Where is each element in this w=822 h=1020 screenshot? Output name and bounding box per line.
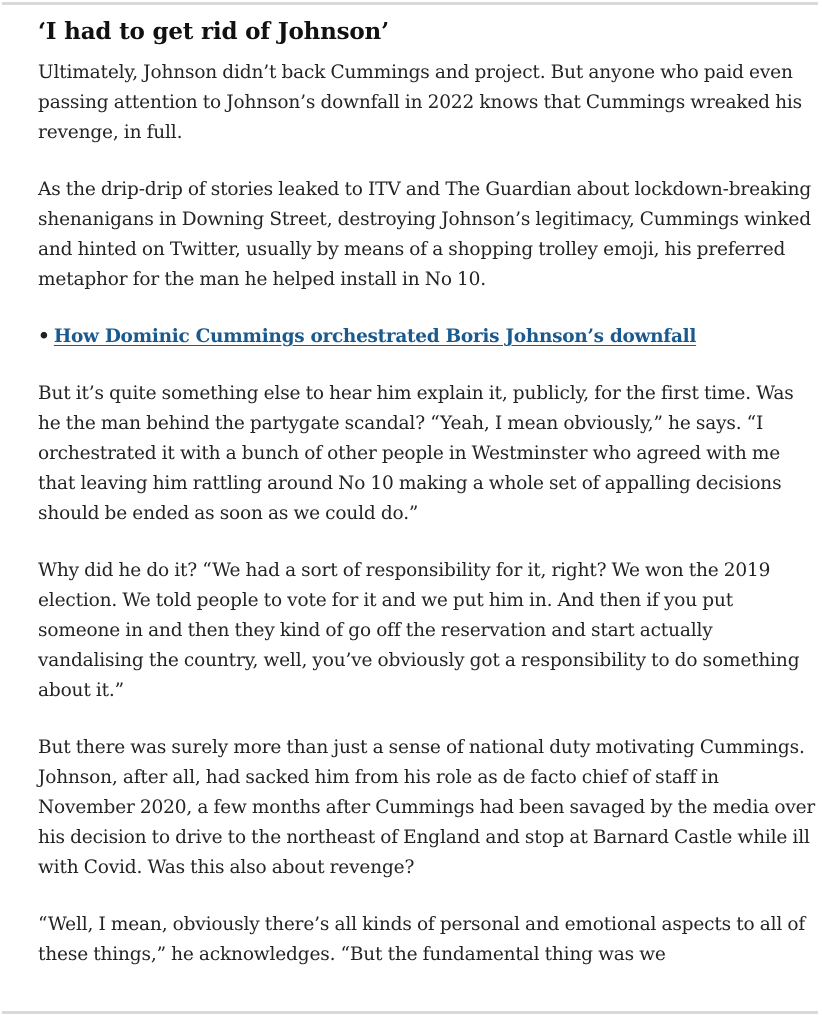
paragraph-5: But there was surely more than just a sense of national duty motivating Cummings. Johnson, after all, had sacked him from his role as de facto chief of staff in November 2020, a few months after Cummings had been savaged by the media over his decision to drive to the northeast of England and stop at Barnard Castle while ill with Covid. Was this also about revenge?: [38, 737, 816, 878]
paragraph-6: “Well, I mean, obviously there’s all kinds of personal and emotional aspects to all of these things,” he acknowledges. “But the fundamental thing was we: [38, 914, 806, 965]
related-article-link[interactable]: How Dominic Cummings orchestrated Boris Johnson’s downfall: [53, 326, 697, 347]
paragraph-1: Ultimately, Johnson didn’t back Cummings and project. But anyone who paid even passing attention to Johnson’s downfall in 2022 knows that Cummings wreaked his revenge, in full.: [38, 62, 802, 143]
paragraph-2: As the drip-drip of stories leaked to ITV and The Guardian about lockdown-breaking shenanigans in Downing Street, destroying Johnson’s legitimacy, Cummings winked and hinted on Twitter, usually by means of a shopping trolley emoji, his preferred metaphor for the man he helped install in No 10.: [38, 179, 812, 290]
bullet-icon: •: [38, 326, 50, 347]
article-body: [38, 16, 816, 997]
paragraph-4: Why did he do it? “We had a sort of responsibility for it, right? We won the 2019 election. We told people to vote for it and we put him in. And then if you put someone in and then they kind of go off the reservation and start actually vandalising the country, well, you’ve obviously got a responsibility to do something about it.”: [38, 560, 800, 701]
section-heading: ‘I had to get rid of Johnson’: [38, 18, 389, 45]
paragraph-3: But it’s quite something else to hear him explain it, publicly, for the first time. Was he the man behind the partygate scandal? “Yeah, I mean obviously,” he says. “I orchestrated it with a bunch of other people in Westminster who agreed with me that leaving him rattling around No 10 making a whole set of appalling decisions should be ended as soon as we could do.”: [38, 383, 794, 524]
related-article: [38, 322, 816, 352]
